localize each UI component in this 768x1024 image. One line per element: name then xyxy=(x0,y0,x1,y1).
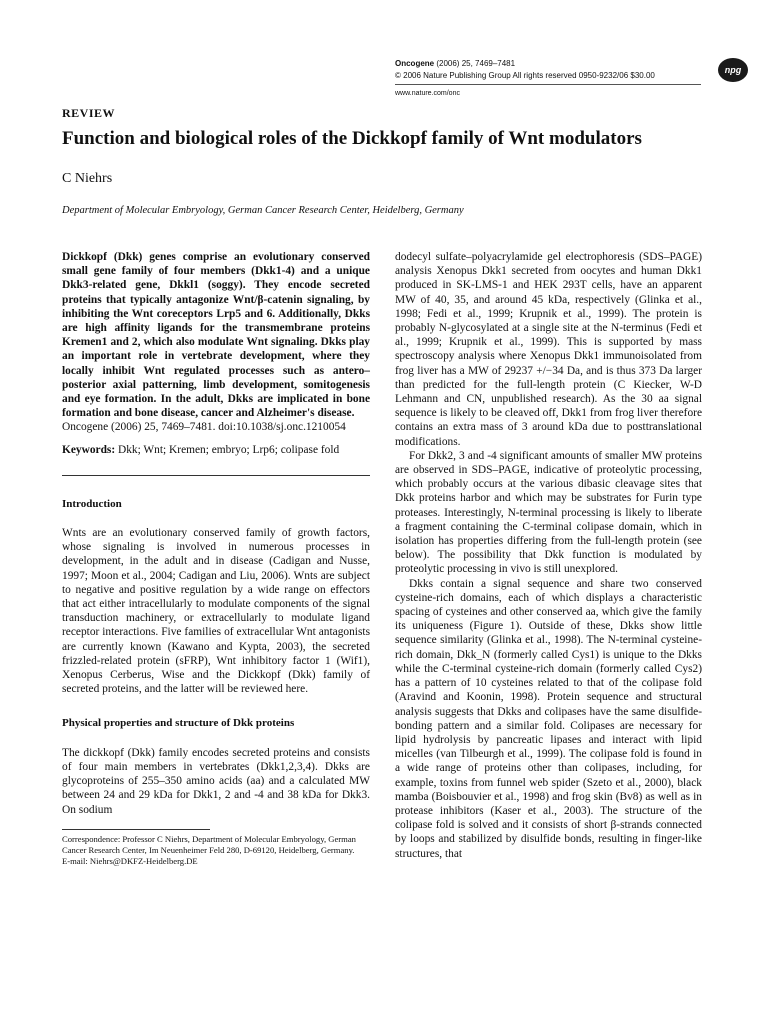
author-name: C Niehrs xyxy=(62,171,113,186)
correspondence-note: Correspondence: Professor C Niehrs, Department of Molecular Embryology, German Cancer Research Center, Im Neuenheimer Feld 280, D-69120, Heidelberg, Germany. xyxy=(62,833,356,855)
correspondence-email[interactable]: E-mail: Niehrs@DKFZ-Heidelberg.DE xyxy=(62,855,198,866)
section-gap xyxy=(62,696,370,716)
header-divider xyxy=(395,84,701,85)
right-column xyxy=(395,250,702,861)
journal-citation xyxy=(395,58,515,69)
abstract-text: Dickkopf (Dkk) genes comprise an evolutionary conserved small gene family of four members (Dkk1-4) and a unique Dkk3-related gene, Dkkl1 (soggy). They encode secreted proteins that typically antagonize Wnt/β-catenin signaling, by inhibiting the Wnt coreceptors Lrp5 and 6. Additionally, Dkks are high affinity ligands for the transmembrane proteins Kremen1 and 2, which also modulate Wnt signaling. Dkks play an important role in vertebrate development, where they locally inhibit Wnt regulated processes such as antero–posterior axial patterning, limb development, somitogenesis and eye formation. In the adult, Dkks are implicated in bone formation and bone disease, cancer and Alzheimer's disease. xyxy=(62,251,370,420)
sds-page-paragraph: dodecyl sulfate–polyacrylamide gel electrophoresis (SDS–PAGE) analysis Xenopus Dkk1 secreted from oocytes and human Dkk1 produced in SK-LMS-1 and HEK 293T cells, have an apparent MW of 40, 35, and around 45 kDa, respectively (Glinka et al., 1998; Fedi et al., 1999; Krupnik et al., 1999). The protein is probably N-glycosylated at a single site at the N-terminus (Fedi et al., 1999; Krupnik et al., 1999). This is supported by mass spectroscopy analysis where Xenopus Dkk1 immunoisolated from frog liver has a MW of 29237 +/−34 Da, and is thus 373 Da larger than predicted for the full-length protein (C Kiecker, W-D Lehmann and CN, unpublished research). As the 30 aa signal sequence is likely to be cleaved off, Dkk1 from frog liver therefore contains an extra mass of 3 around kDa due to posttranslational modifications. xyxy=(395,251,702,448)
author-affiliation: Department of Molecular Embryology, German Cancer Research Center, Heidelberg, Germany xyxy=(62,205,464,216)
introduction-heading: Introduction xyxy=(62,497,122,510)
article-type: REVIEW xyxy=(62,106,116,120)
npg-logo: npg xyxy=(718,58,748,82)
proteolytic-processing-paragraph: For Dkk2, 3 and -4 significant amounts of smaller MW proteins are observed in SDS–PAGE, indicative of proteolytic processing, which probably occurs at the various dibasic cleavage sites that Dkk proteins harbor and which may be substrates for Furin type proteases. Interestingly, N-terminal processing is likely to liberate a fragment containing the C-terminal colipase domain, which in isolation has properties differing from the full-length protein (see below). The possibility that Dkk function is modulated by proteolytic processing in vivo is still unexplored. xyxy=(395,449,702,576)
journal-url[interactable]: www.nature.com/onc xyxy=(395,90,460,97)
physical-properties-heading: Physical properties and structure of Dkk proteins xyxy=(62,717,295,730)
copyright-line: © 2006 Nature Publishing Group All rights reserved 0950-9232/06 $30.00 xyxy=(395,71,655,80)
cysteine-domain-paragraph: Dkks contain a signal sequence and share two conserved cysteine-rich domains, each of which displays a characteristic spacing of cysteines and other conserved aa, which give the family its uniqueness (Figure 1). Outside of these, Dkks show little sequence similarity (Glinka et al., 1998). The N-terminal cysteine-rich domain, Dkk_N (formerly called Cys1) is unique to the Dkks while the C-terminal cysteine-rich domain (formerly called Cys2) has a pattern of 10 cysteines related to that of the colipase fold (Aravind and Koonin, 1998). Protein sequence and structural analysis suggests that Dkks and colipases have the same disulfide-bonding pattern and a similar fold. Colipases are necessary for lipid hydrolysis by pancreatic lipases and interact with lipid micelles (van Tilbeurgh et al., 1999). The colipase fold is found in a wide range of proteins other than colipases, including, for example, toxins from funnel web spider (Szeto et al., 2000), black mamba (Boisbouvier et al., 1998) and frog skin (Bv8) as well as in protease inhibitors (Kaser et al., 2003). The structure of the colipase fold is solved and it consists of short β-strands connected by loops and stabilized by disulfide bonds, resulting in finger-like structures, that xyxy=(395,577,702,860)
journal-name: Oncogene xyxy=(395,59,435,68)
keywords xyxy=(62,443,370,457)
keywords-list: Dkk; Wnt; Kremen; embryo; Lrp6; colipase fold xyxy=(115,443,340,456)
introduction-text: Wnts are an evolutionary conserved family of growth factors, whose signaling is involved in numerous processes in development, in the adult and in disease (Cadigan and Nusse, 1997; Moon et al., 2004; Cadigan and Liu, 2006). Wnts are subject to negative and positive regulation by a wide range on effectors that act either intracellularly to modulate components of the signal transduction machinery, or extracellularly to modulate ligand receptor interactions. Five families of extracellular Wnt antagonists are currently known (Kawano and Kypta, 2003), the secreted frizzled-related protein (sFRP), Wnt inhibitory factor 1 (Wif1), Xenopus Cerberus, Wise and the Dickkopf (Dkk) family of secreted proteins, and the latter will be reviewed here. xyxy=(62,527,370,696)
abstract-divider xyxy=(62,475,370,476)
footnote-divider xyxy=(62,829,210,830)
journal-volume-pages: (2006) 25, 7469–7481 xyxy=(434,59,516,68)
abstract-citation: Oncogene (2006) 25, 7469–7481. doi:10.1038/sj.onc.1210054 xyxy=(62,421,346,434)
keywords-label: Keywords: xyxy=(62,443,116,456)
left-column xyxy=(62,250,370,867)
physical-properties-text: The dickkopf (Dkk) family encodes secreted proteins and consists of four main members in vertebrates (Dkk1,2,3,4). Dkks are glycoproteins of 255–350 amino acids (aa) and a calculated MW between 24 and 29 kDa for Dkk1, 2 and -4 and 38 kDa for Dkk3. On sodium xyxy=(62,746,370,816)
article-title: Function and biological roles of the Dickkopf family of Wnt modulators xyxy=(62,128,642,149)
